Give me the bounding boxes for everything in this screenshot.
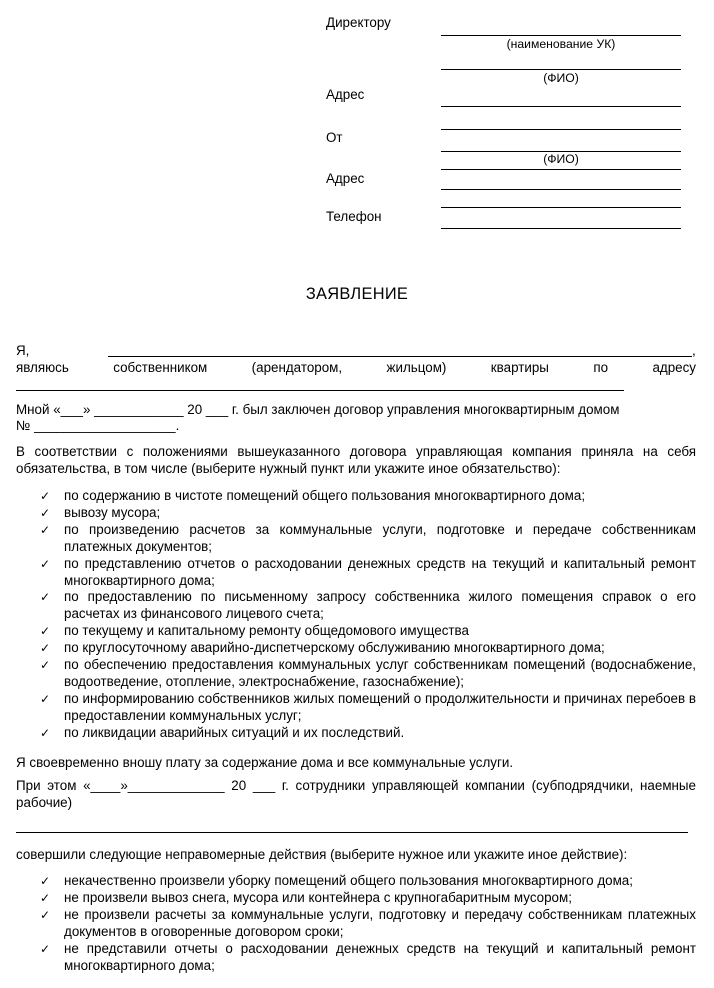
violation-item[interactable] <box>40 890 696 907</box>
payment-text: Я своевременно вношу плату за содержание дома и все коммунальные услуги. <box>16 755 514 770</box>
check-icon: ✓ <box>40 489 51 503</box>
obligation-item[interactable] <box>40 522 696 556</box>
word: по <box>593 360 609 375</box>
check-icon: ✓ <box>40 890 51 905</box>
check-icon: ✓ <box>40 874 51 888</box>
obligations-list <box>40 488 696 742</box>
name-comma: , <box>692 343 696 358</box>
contract-line: Мной «___» ____________ 20 ___ г. был заключен договор управления многоквартирным домом <box>16 402 620 417</box>
violation-select-text: совершили следующие неправомерные действия (выберите нужное или укажите иное действие): <box>16 847 628 862</box>
obligation-item[interactable] <box>40 691 696 725</box>
violation-intro: При этом «____»_____________ 20 ___ г. сотрудники управляющей компании (субподрядчики, наемные рабочие) <box>16 778 696 810</box>
check-icon: ✓ <box>40 624 51 639</box>
word: квартиры <box>490 360 549 375</box>
violation-text: не произвели расчеты за коммунальные услуги, подготовку и передачу собственникам платежных документов в оговоренные договором сроки; <box>64 906 696 939</box>
from-line-1[interactable] <box>441 129 681 130</box>
obligation-item[interactable] <box>40 488 696 505</box>
address-label-2: Адрес <box>326 171 365 186</box>
obligation-text: по круглосуточному аварийно-диспетчерскому обслуживанию многоквартирного дома; <box>64 640 605 656</box>
check-icon: ✓ <box>40 641 51 656</box>
document-title: ЗАЯВЛЕНИЕ <box>305 285 409 303</box>
obligation-item[interactable] <box>40 640 696 657</box>
violation-item[interactable] <box>40 873 696 890</box>
obligation-item[interactable] <box>40 505 696 522</box>
violation-text: не произвели вывоз снега, мусора или контейнера с крупногабаритным мусором; <box>64 889 572 905</box>
director-fio-caption: (ФИО) <box>543 71 579 85</box>
address-line-2b[interactable] <box>441 189 681 190</box>
address-label-1: Адрес <box>326 87 365 102</box>
word: собственником <box>113 360 208 375</box>
phone-line-2[interactable] <box>441 228 681 229</box>
uk-name-line[interactable] <box>441 35 681 36</box>
director-fio-line[interactable] <box>441 69 681 70</box>
obligation-text: вывозу мусора; <box>64 504 161 520</box>
obligation-text: по представлению отчетов о расходовании денежных средств на текущий и капитальный ремонт многоквартирного дома; <box>64 555 696 588</box>
check-icon: ✓ <box>40 522 51 537</box>
obligation-item[interactable] <box>40 725 696 742</box>
word: (арендатором, <box>251 360 343 375</box>
obligation-text: по содержанию в чистоте помещений общего пользования многоквартирного дома; <box>64 488 586 503</box>
address-line-2a[interactable] <box>441 169 681 170</box>
obligation-item[interactable] <box>40 589 696 623</box>
director-label: Директору <box>326 15 391 30</box>
obligation-text: по ликвидации аварийных ситуаций и их последствий. <box>64 724 405 740</box>
obligation-text: по предоставлению по письменному запросу собственника жилого помещения справок о его расчетах из финансового лицевого счета; <box>64 589 696 622</box>
check-icon: ✓ <box>40 691 51 706</box>
check-icon: ✓ <box>40 907 51 922</box>
owner-status-line <box>16 360 696 375</box>
word: адресу <box>652 360 696 375</box>
check-icon: ✓ <box>40 505 51 520</box>
check-icon: ✓ <box>40 556 51 571</box>
address-line-1[interactable] <box>441 106 681 107</box>
check-icon: ✓ <box>40 658 51 673</box>
applicant-name-line[interactable] <box>108 356 692 357</box>
check-icon: ✓ <box>40 725 51 740</box>
check-icon: ✓ <box>40 941 51 956</box>
obligation-item[interactable] <box>40 623 696 640</box>
violation-item[interactable] <box>40 907 696 941</box>
from-fio-caption: (ФИО) <box>543 152 579 166</box>
word: являюсь <box>16 360 69 375</box>
violators-fill-line[interactable] <box>16 832 688 833</box>
violation-item[interactable] <box>40 941 696 975</box>
from-label: От <box>326 130 343 145</box>
address-fill-line[interactable] <box>16 390 624 391</box>
obligation-item[interactable] <box>40 657 696 691</box>
check-icon: ✓ <box>40 590 51 605</box>
obligation-text: по обеспечению предоставления коммунальных услуг собственникам помещений (водоснабжение, водоотведение, отопление, электроснабжение, газоснабжение); <box>64 657 696 689</box>
obligations-intro: В соответствии с положениями вышеуказанного договора управляющая компания приняла на себя обязательства, в том числе (выберите нужный пункт или укажите иное обязательство): <box>16 444 696 476</box>
phone-line-1[interactable] <box>441 207 681 208</box>
violation-text: не представили отчеты о расходовании денежных средств на текущий и капитальный ремонт многоквартирного дома; <box>64 940 696 973</box>
word: жильцом) <box>386 360 447 375</box>
violations-list <box>40 873 696 974</box>
obligation-text: по текущему и капитальному ремонту общедомового имущества <box>64 623 469 639</box>
phone-label: Телефон <box>326 209 382 224</box>
uk-name-caption: (наименование УК) <box>506 37 616 51</box>
obligation-item[interactable] <box>40 556 696 590</box>
violation-text: некачественно произвели уборку помещений общего пользования многоквартирного дома; <box>64 873 633 888</box>
obligation-text: по информированию собственников жилых помещений о продолжительности и причинах перебоев в предоставлении коммунальных услуг; <box>64 690 696 723</box>
obligation-text: по произведению расчетов за коммунальные услуги, подготовке и передаче собственникам платежных документов; <box>64 521 696 554</box>
i-text: Я, <box>16 343 30 358</box>
contract-number-line: № ___________________. <box>16 418 180 433</box>
